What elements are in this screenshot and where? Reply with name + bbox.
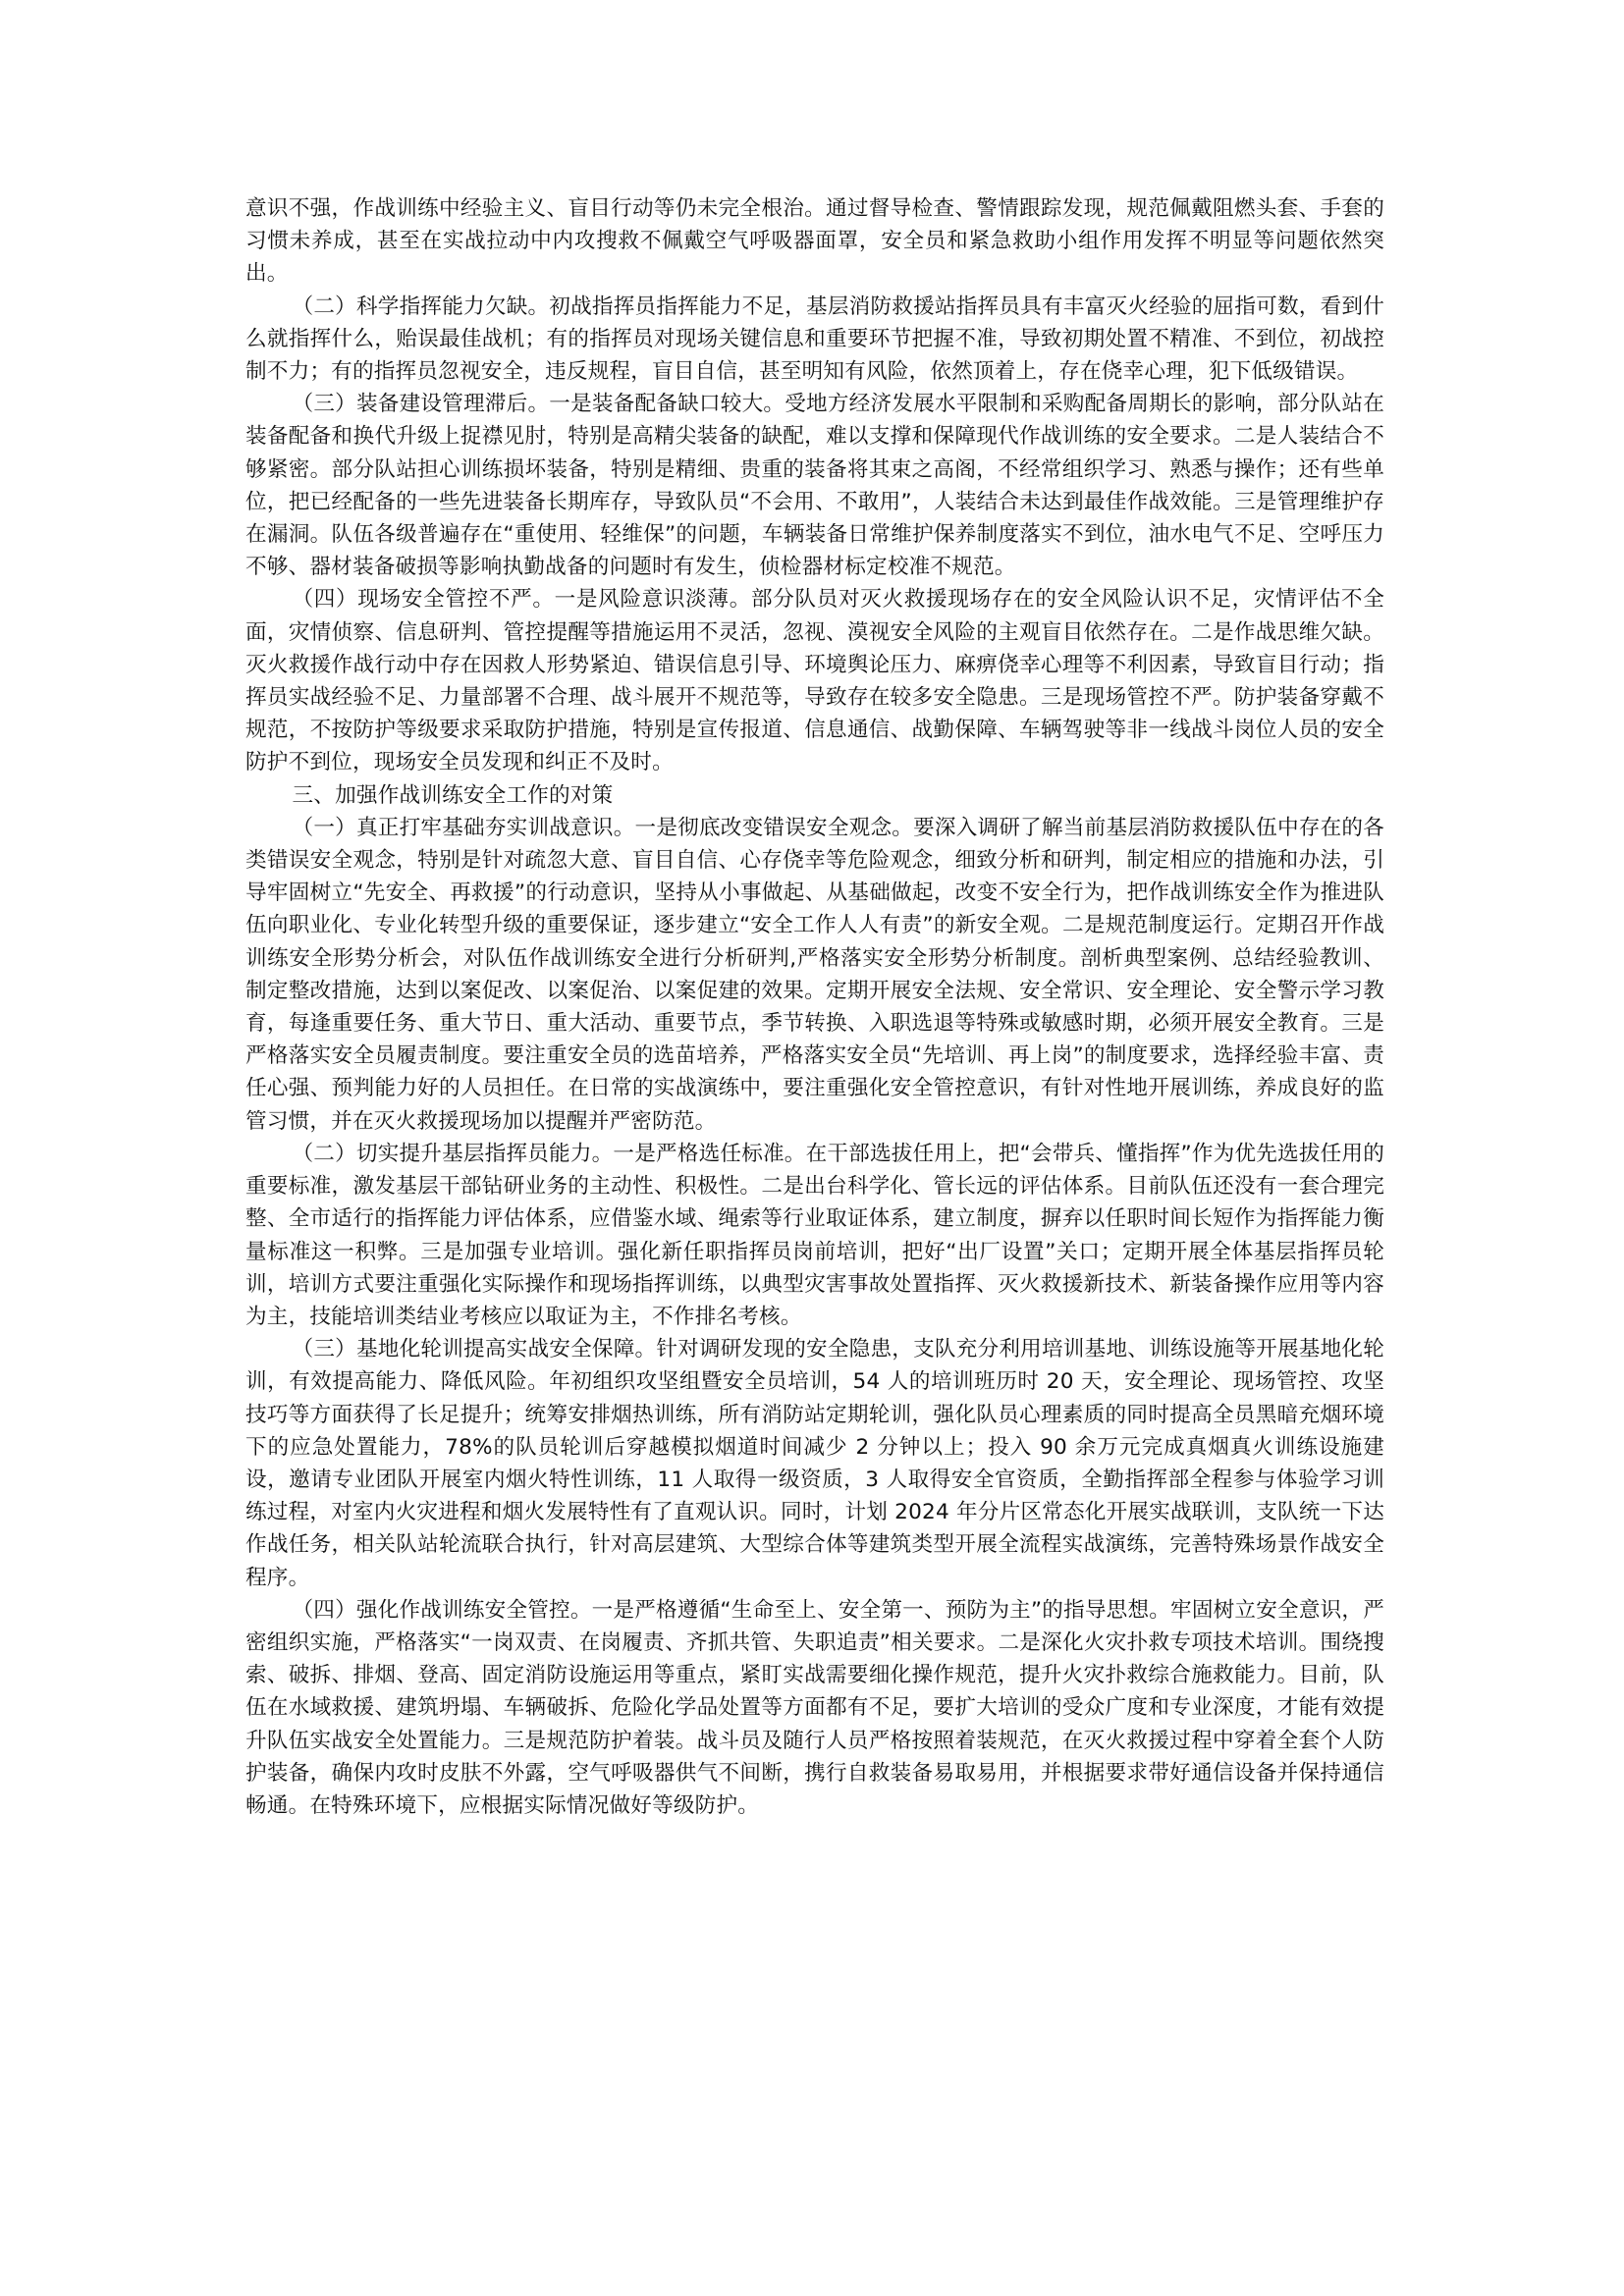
paragraph-continuation: 意识不强，作战训练中经验主义、盲目行动等仍未完全根治。通过督导检查、警情跟踪发现，规范佩戴阻燃头套、手套的习惯未养成，甚至在实战拉动中内攻搜救不佩戴空气呼吸器面罩，安全员和紧急救助小组作用发挥不明显等问题依然突出。 <box>245 196 1384 287</box>
paragraph-base-rotation-training: （三）基地化轮训提高实战安全保障。针对调研发现的安全隐患，支队充分利用培训基地、训练设施等开展基地化轮训，有效提高能力、降低风险。年初组织攻坚组暨安全员培训，54 人的培训班历时 20 天，安全理论、现场管控、攻坚技巧等方面获得了长足提升；统筹安排烟热训练，所有消防站定期轮训，强化队员心理素质的同时提高全员黑暗充烟环境下的应急处置能力，78%的队员轮训后穿越模拟烟道时间减少 2 分钟以上；投入 90 余万元完成真烟真火训练设施建设，邀请专业团队开展室内烟火特性训练，11 人取得一级资质，3 人取得安全官资质，全勤指挥部全程参与体验学习训练过程，对室内火灾进程和烟火发展特性有了直观认识。同时，计划 2024 年分片区常态化开展实战联训，支队统一下达作战任务，相关队站轮流联合执行，针对高层建筑、大型综合体等建筑类型开展全流程实战演练，完善特殊场景作战安全程序。 <box>245 1337 1384 1590</box>
paragraph-equipment-management: （三）装备建设管理滞后。一是装备配备缺口较大。受地方经济发展水平限制和采购配备周期长的影响，部分队站在装备配备和换代升级上捉襟见肘，特别是高精尖装备的缺配，难以支撑和保障现代作战训练的安全要求。二是人装结合不够紧密。部分队站担心训练损坏装备，特别是精细、贵重的装备将其束之高阁，不经常组织学习、熟悉与操作；还有些单位，把已经配备的一些先进装备长期库存，导致队员“不会用、不敢用”，人装结合未达到最佳作战效能。三是管理维护存在漏洞。队伍各级普遍存在“重使用、轻维保”的问题，车辆装备日常维护保养制度落实不到位，油水电气不足、空呼压力不够、器材装备破损等影响执勤战备的问题时有发生，侦检器材标定校准不规范。 <box>245 392 1384 580</box>
paragraph-commander-ability: （二）切实提升基层指挥员能力。一是严格选任标准。在干部选拔任用上，把“会带兵、懂指挥”作为优先选拔任用的重要标准，激发基层干部钻研业务的主动性、积极性。二是出台科学化、管长远的评估体系。目前队伍还没有一套合理完整、全市适行的指挥能力评估体系，应借鉴水域、绳索等行业取证体系，建立制度，摒弃以任职时间长短作为指挥能力衡量标准这一积弊。三是加强专业培训。强化新任职指挥员岗前培训，把好“出厂设置”关口；定期开展全体基层指挥员轮训，培训方式要注重强化实际操作和现场指挥训练，以典型灾害事故处置指挥、灭火救援新技术、新装备操作应用等内容为主，技能培训类结业考核应以取证为主，不作排名考核。 <box>245 1141 1384 1329</box>
document-page <box>245 192 1384 1822</box>
section-heading-countermeasures: 三、加强作战训练安全工作的对策 <box>292 782 614 808</box>
paragraph-safety-control: （四）强化作战训练安全管控。一是严格遵循“生命至上、安全第一、预防为主”的指导思想。牢固树立安全意识，严密组织实施，严格落实“一岗双责、在岗履责、齐抓共管、失职追责”相关要求。二是深化火灾扑救专项技术培训。围绕搜索、破拆、排烟、登高、固定消防设施运用等重点，紧盯实战需要细化操作规范，提升火灾扑救综合施救能力。目前，队伍在水域救援、建筑坍塌、车辆破拆、危险化学品处置等方面都有不足，要扩大培训的受众广度和专业深度，才能有效提升队伍实战安全处置能力。三是规范防护着装。战斗员及随行人员严格按照着装规范，在灭火救援过程中穿着全套个人防护装备，确保内攻时皮肤不外露，空气呼吸器供气不间断，携行自救装备易取易用，并根据要求带好通信设备并保持通信畅通。在特殊环境下，应根据实际情况做好等级防护。 <box>245 1597 1384 1818</box>
paragraph-command-capability: （二）科学指挥能力欠缺。初战指挥员指挥能力不足，基层消防救援站指挥员具有丰富灭火经验的屈指可数，看到什么就指挥什么，贻误最佳战机；有的指挥员对现场关键信息和重要环节把握不准，导致初期处置不精准、不到位，初战控制不力；有的指挥员忽视安全，违反规程，盲目自信，甚至明知有风险，依然顶着上，存在侥幸心理，犯下低级错误。 <box>245 294 1384 385</box>
paragraph-onsite-safety-control: （四）现场安全管控不严。一是风险意识淡薄。部分队员对灭火救援现场存在的安全风险认识不足，灾情评估不全面，灾情侦察、信息研判、管控提醒等措施运用不灵活，忽视、漠视安全风险的主观盲目依然存在。二是作战思维欠缺。灭火救援作战行动中存在因救人形势紧迫、错误信息引导、环境舆论压力、麻痹侥幸心理等不利因素，导致盲目行动；指挥员实战经验不足、力量部署不合理、战斗展开不规范等，导致存在较多安全隐患。三是现场管控不严。防护装备穿戴不规范，不按防护等级要求采取防护措施，特别是宣传报道、信息通信、战勤保障、车辆驾驶等非一线战斗岗位人员的安全防护不到位，现场安全员发现和纠正不及时。 <box>245 587 1384 775</box>
paragraph-training-awareness: （一）真正打牢基础夯实训战意识。一是彻底改变错误安全观念。要深入调研了解当前基层消防救援队伍中存在的各类错误安全观念，特别是针对疏忽大意、盲目自信、心存侥幸等危险观念，细致分析和研判，制定相应的措施和办法，引导牢固树立“先安全、再救援”的行动意识，坚持从小事做起、从基础做起，改变不安全行为，把作战训练安全作为推进队伍向职业化、专业化转型升级的重要保证，逐步建立“安全工作人人有责”的新安全观。二是规范制度运行。定期召开作战训练安全形势分析会，对队伍作战训练安全进行分析研判,严格落实安全形势分析制度。剖析典型案例、总结经验教训、制定整改措施，达到以案促改、以案促治、以案促建的效果。定期开展安全法规、安全常识、安全理论、安全警示学习教育，每逢重要任务、重大节日、重大活动、重要节点，季节转换、入职选退等特殊或敏感时期，必须开展安全教育。三是严格落实安全员履责制度。要注重安全员的选苗培养，严格落实安全员“先培训、再上岗”的制度要求，选择经验丰富、责任心强、预判能力好的人员担任。在日常的实战演练中，要注重强化安全管控意识，有针对性地开展训练，养成良好的监管习惯，并在灭火救援现场加以提醒并严密防范。 <box>245 815 1384 1134</box>
